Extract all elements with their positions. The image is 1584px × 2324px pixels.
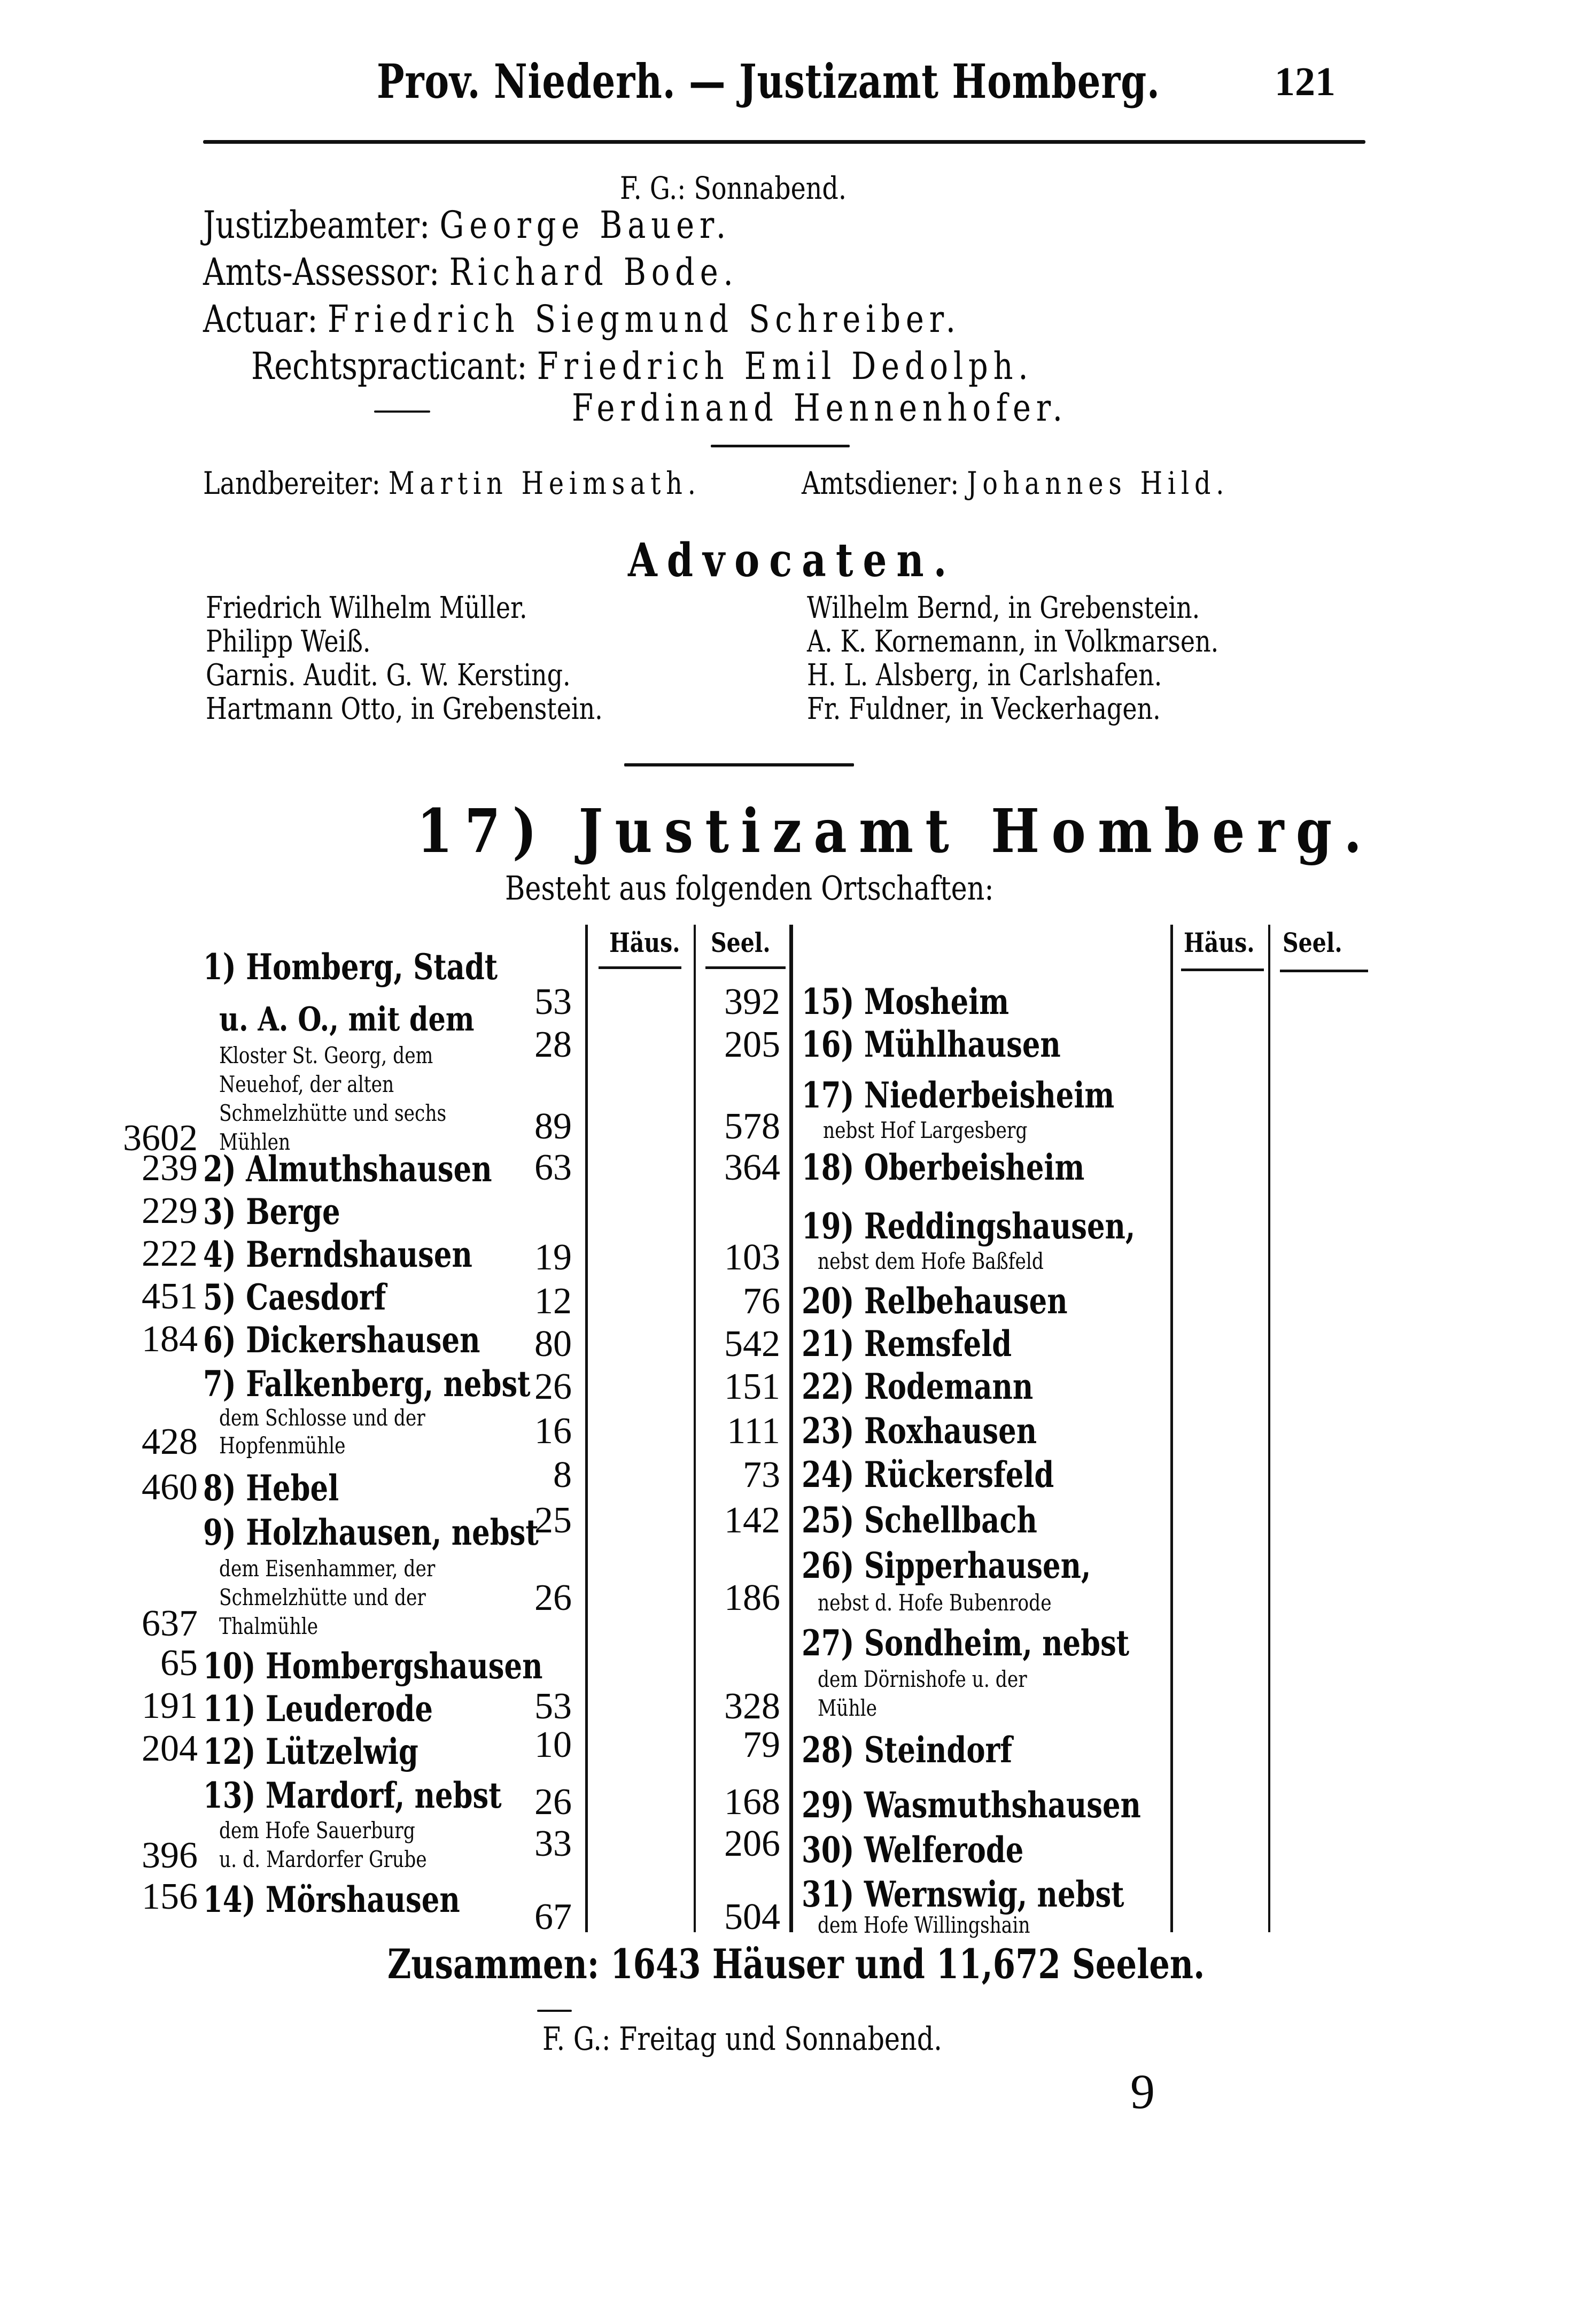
header-rule: [203, 140, 1365, 144]
souls-count: 578: [724, 1106, 780, 1147]
advocates-title: Advocaten.: [628, 533, 957, 587]
place-name: 4) Berndshausen: [203, 1234, 472, 1275]
column-header-souls: Seel.: [1283, 927, 1342, 958]
court-days-upper: F. G.: Sonnabend.: [620, 170, 847, 206]
section-subtitle: Besteht aus folgenden Ortschaften:: [505, 869, 994, 908]
place-name: 30) Welferode: [802, 1829, 1024, 1871]
souls-count: 79: [743, 1724, 780, 1765]
column-divider: [694, 925, 696, 1932]
place-detail: Kloster St. Georg, dem: [219, 1042, 433, 1068]
official-name: Friedrich Emil Dedolph.: [537, 344, 1034, 388]
place-detail: Mühlen: [219, 1129, 291, 1155]
souls-count: 396: [142, 1835, 198, 1876]
houses-count: 80: [534, 1323, 572, 1365]
column-header-rule: [705, 966, 786, 969]
staff-line: [203, 465, 701, 501]
official-row: [572, 386, 1068, 430]
separator-rule: [711, 445, 850, 447]
houses-count: 26: [534, 1781, 572, 1823]
advocate-entry: Garnis. Audit. G. W. Kersting.: [206, 658, 571, 693]
souls-count: 73: [743, 1454, 780, 1496]
place-detail: Mühle: [818, 1695, 878, 1721]
souls-count: 151: [724, 1366, 780, 1407]
staff-name: Johannes Hild.: [967, 465, 1230, 501]
signature-mark: 9: [1130, 2064, 1155, 2119]
place-name: 10) Hombergshausen: [203, 1645, 543, 1687]
column-divider: [585, 925, 588, 1932]
place-name: 12) Lützelwig: [203, 1731, 418, 1772]
houses-count: 53: [534, 981, 572, 1022]
section-title: 17) Justizamt Homberg.: [417, 796, 1374, 866]
souls-count: 111: [727, 1411, 780, 1452]
place-name: 3) Berge: [203, 1191, 340, 1233]
place-detail: nebst Hof Largesberg: [823, 1117, 1028, 1143]
souls-count: 186: [724, 1577, 780, 1618]
souls-count: 156: [142, 1876, 198, 1917]
official-row: [251, 344, 1034, 388]
souls-count: 103: [724, 1237, 780, 1278]
official-name: Friedrich Siegmund Schreiber.: [327, 297, 961, 341]
houses-count: 33: [534, 1823, 572, 1864]
place-name: 21) Remsfeld: [802, 1323, 1012, 1365]
souls-count: 76: [743, 1281, 780, 1322]
houses-count: 89: [534, 1106, 572, 1147]
official-role: Justizbeamter:: [203, 203, 430, 247]
place-name: 23) Roxhausen: [802, 1410, 1037, 1452]
houses-count: 28: [534, 1024, 572, 1065]
souls-count: 191: [142, 1685, 198, 1726]
houses-count: 25: [534, 1500, 572, 1541]
totals-line: Zusammen: 1643 Häuser und 11,672 Seelen.: [387, 1940, 1205, 1988]
place-name: 5) Caesdorf: [203, 1276, 386, 1318]
footer-rule: [537, 2010, 572, 2012]
column-header-rule: [599, 966, 681, 969]
place-detail: u. A. O., mit dem: [219, 1000, 475, 1039]
place-name: 20) Relbehausen: [802, 1280, 1068, 1322]
advocate-entry: A. K. Kornemann, in Volkmarsen.: [807, 624, 1219, 659]
houses-count: 53: [534, 1686, 572, 1727]
place-detail: Hopfenmühle: [219, 1432, 346, 1459]
place-detail: Thalmühle: [219, 1613, 319, 1639]
place-detail: dem Hofe Sauerburg: [219, 1817, 415, 1843]
place-name: 25) Schellbach: [802, 1499, 1037, 1541]
place-detail: dem Dörnishofe u. der: [818, 1666, 1027, 1692]
souls-count: 142: [724, 1500, 780, 1541]
place-name: 2) Almuthshausen: [203, 1148, 492, 1190]
place-name: 6) Dickershausen: [203, 1319, 480, 1361]
place-name: 8) Hebel: [203, 1467, 339, 1509]
place-detail: dem Eisenhammer, der: [219, 1555, 436, 1582]
place-name: 26) Sipperhausen,: [802, 1545, 1091, 1586]
official-role: Actuar:: [203, 297, 318, 341]
souls-count: 239: [142, 1148, 198, 1189]
advocate-entry: Hartmann Otto, in Grebenstein.: [206, 692, 603, 726]
running-head: Prov. Niederh. — Justizamt Homberg.: [377, 53, 1160, 109]
column-header-souls: Seel.: [711, 927, 771, 958]
houses-count: 16: [534, 1411, 572, 1452]
advocate-entry: Wilhelm Bernd, in Grebenstein.: [807, 591, 1200, 625]
souls-count: 3602: [123, 1118, 198, 1159]
houses-count: 67: [534, 1896, 572, 1938]
column-divider: [1170, 925, 1173, 1932]
houses-count: 12: [534, 1281, 572, 1322]
souls-count: 328: [724, 1686, 780, 1727]
court-days-lower: F. G.: Freitag und Sonnabend.: [542, 2020, 942, 2058]
place-detail: u. d. Mardorfer Grube: [219, 1846, 427, 1872]
official-role: Rechtspracticant:: [251, 344, 527, 388]
place-name: 9) Holzhausen, nebst: [203, 1512, 539, 1553]
section-separator: [624, 763, 854, 766]
column-header-houses: Häus.: [609, 927, 680, 958]
souls-count: 204: [142, 1728, 198, 1769]
column-header-houses: Häus.: [1184, 927, 1255, 958]
houses-count: 8: [553, 1454, 572, 1496]
official-name: George Bauer.: [439, 203, 731, 247]
place-detail: dem Hofe Willingshain: [818, 1912, 1030, 1938]
advocate-entry: Fr. Fuldner, in Veckerhagen.: [807, 692, 1161, 726]
advocate-entry: Friedrich Wilhelm Müller.: [206, 591, 527, 625]
place-name: 1) Homberg, Stadt: [203, 946, 498, 988]
place-name: 17) Niederbeisheim: [802, 1074, 1115, 1116]
page-header: [0, 53, 1584, 128]
souls-count: 364: [724, 1147, 780, 1188]
houses-count: 19: [534, 1237, 572, 1278]
place-detail: dem Schlosse und der: [219, 1405, 425, 1431]
place-name: 19) Reddingshausen,: [802, 1205, 1136, 1247]
place-name: 28) Steindorf: [802, 1729, 1013, 1771]
place-detail: nebst d. Hofe Bubenrode: [818, 1590, 1052, 1616]
place-detail: Neuehof, der alten: [219, 1071, 394, 1097]
place-detail: Schmelzhütte und der: [219, 1584, 426, 1610]
souls-count: 428: [142, 1421, 198, 1462]
place-name: 31) Wernswig, nebst: [802, 1873, 1124, 1915]
page-number: 121: [1275, 59, 1335, 104]
souls-count: 205: [724, 1024, 780, 1065]
houses-count: 26: [534, 1366, 572, 1407]
souls-count: 637: [142, 1603, 198, 1644]
official-row: [203, 203, 731, 247]
column-header-rule: [1181, 969, 1264, 971]
houses-count: 26: [534, 1577, 572, 1618]
place-name: 27) Sondheim, nebst: [802, 1622, 1130, 1664]
souls-count: 65: [160, 1643, 198, 1684]
place-name: 22) Rodemann: [802, 1366, 1034, 1407]
staff-name: Martin Heimsath.: [388, 465, 701, 501]
official-role: Amts-Assessor:: [203, 250, 440, 294]
official-row: [203, 297, 961, 341]
place-name: 11) Leuderode: [203, 1688, 433, 1730]
staff-role: Amtsdiener:: [802, 465, 959, 501]
official-row: [203, 250, 739, 294]
place-detail: Schmelzhütte und sechs: [219, 1100, 447, 1126]
place-name: 29) Wasmuthshausen: [802, 1784, 1141, 1826]
houses-count: 63: [534, 1147, 572, 1188]
column-header-rule: [1280, 970, 1368, 972]
souls-count: 206: [724, 1823, 780, 1864]
souls-count: 542: [724, 1323, 780, 1365]
souls-count: 222: [142, 1233, 198, 1274]
place-detail: nebst dem Hofe Baßfeld: [818, 1248, 1044, 1274]
souls-count: 229: [142, 1190, 198, 1231]
souls-count: 168: [724, 1781, 780, 1823]
souls-count: 392: [724, 981, 780, 1022]
official-name: Richard Bode.: [449, 250, 739, 294]
place-name: 24) Rückersfeld: [802, 1454, 1054, 1496]
souls-count: 184: [142, 1319, 198, 1360]
table-center-divider: [789, 925, 793, 1932]
place-name: 14) Mörshausen: [203, 1879, 460, 1920]
place-name: 13) Mardorf, nebst: [203, 1775, 502, 1816]
column-divider: [1268, 925, 1270, 1932]
place-name: 15) Mosheim: [802, 981, 1010, 1022]
houses-count: 10: [534, 1724, 572, 1765]
advocate-entry: Philipp Weiß.: [206, 624, 371, 659]
place-name: 7) Falkenberg, nebst: [203, 1363, 531, 1405]
advocate-entry: H. L. Alsberg, in Carlshafen.: [807, 658, 1162, 693]
ditto-dash: [374, 410, 430, 413]
souls-count: 451: [142, 1276, 198, 1317]
place-name: 16) Mühlhausen: [802, 1024, 1061, 1065]
official-name: Ferdinand Hennenhofer.: [572, 386, 1068, 430]
souls-count: 504: [724, 1896, 780, 1938]
souls-count: 460: [142, 1467, 198, 1508]
place-name: 18) Oberbeisheim: [802, 1146, 1085, 1188]
staff-line: [802, 465, 1229, 501]
staff-role: Landbereiter:: [203, 465, 381, 501]
